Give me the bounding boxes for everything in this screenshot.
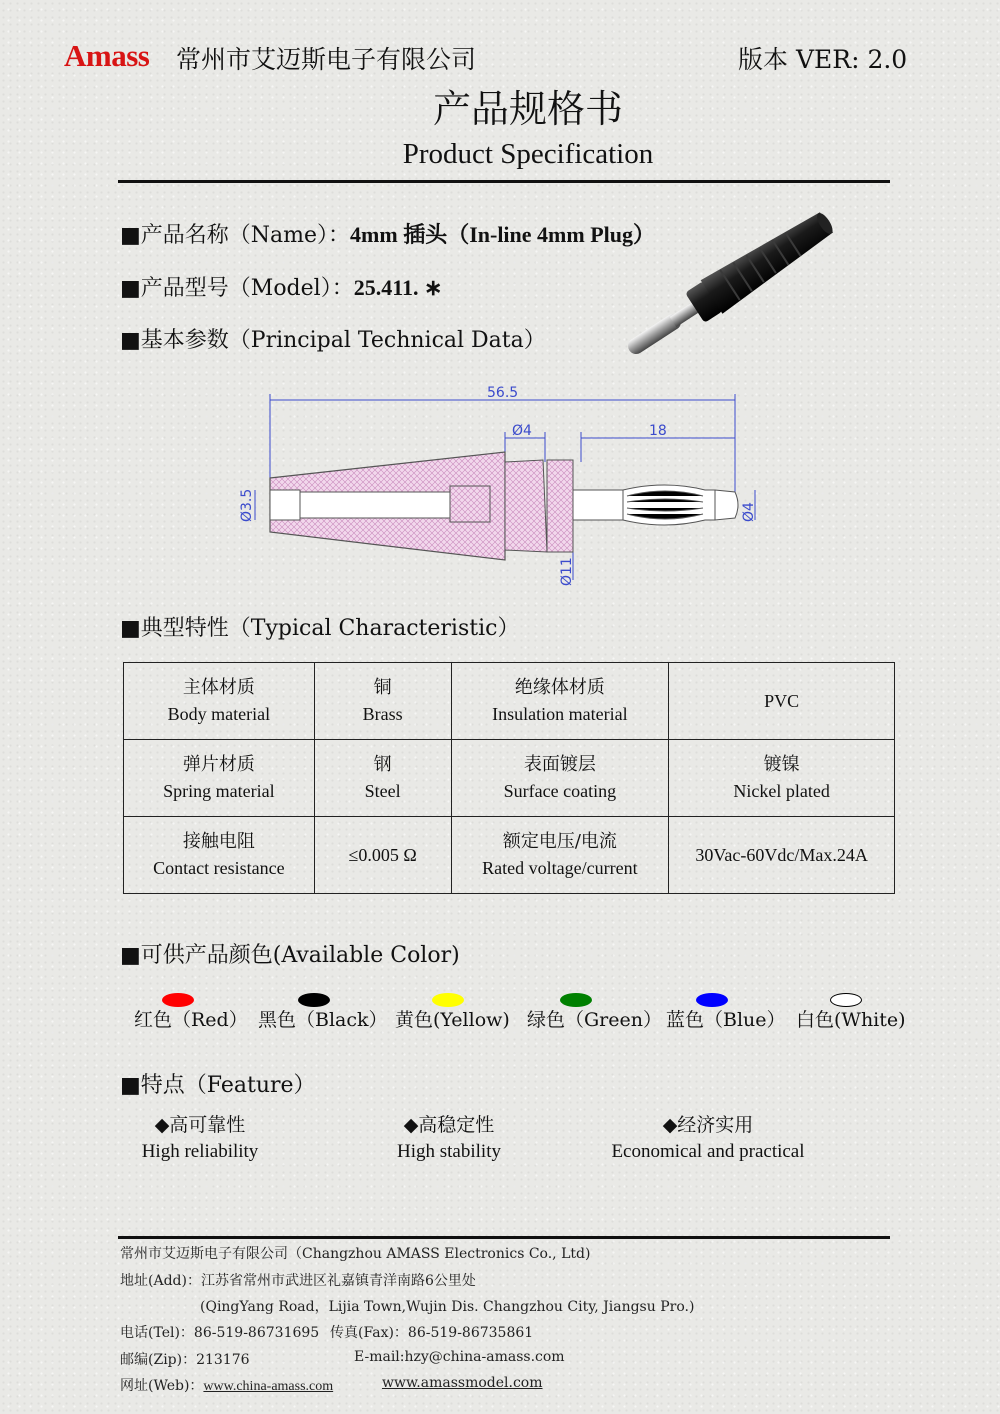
cell-text-cn: 铜: [373, 677, 392, 698]
color-swatch-label: 绿色（Green）: [527, 1009, 662, 1031]
color-swatch-label: 黑色（Black）: [258, 1009, 388, 1031]
cell-text-cn: 绝缘体材质: [514, 677, 605, 698]
table-row: [124, 817, 895, 894]
color-swatch-label: 蓝色（Blue）: [666, 1009, 786, 1031]
cell-text-en: Contact resistance: [153, 858, 285, 878]
colors-heading: ■可供产品颜色(Available Color): [120, 943, 460, 968]
color-swatch-label: 红色（Red）: [134, 1009, 248, 1031]
color-swatch-label: 黄色(Yellow): [395, 1009, 510, 1031]
table-cell: [124, 817, 315, 894]
footer-email[interactable]: E-mail:hzy@china-amass.com: [354, 1349, 565, 1365]
product-model-label: ■产品型号（Model）：: [120, 276, 354, 301]
cell-text-cn: 钢: [373, 754, 392, 775]
cell-text-en: Nickel plated: [733, 781, 830, 801]
dim-phi4-top: Ø4: [512, 423, 532, 439]
cell-text-cn: 镀镍: [763, 754, 800, 775]
characteristics-heading: ■典型特性（Typical Characteristic）: [120, 616, 520, 641]
footer-web-label: 网址(Web)：: [120, 1378, 204, 1394]
title-cn: 产品规格书: [432, 87, 623, 131]
cell-text-cn: 接触电阻: [182, 831, 255, 852]
cell-text-en: 30Vac-60Vdc/Max.24A: [695, 844, 868, 865]
website-link-2[interactable]: www.amassmodel.com: [382, 1375, 543, 1391]
table-cell: [669, 663, 895, 740]
product-photo: [610, 205, 855, 360]
cell-text-en: Brass: [362, 704, 403, 724]
color-options: [134, 985, 914, 1035]
technical-drawing: [225, 380, 775, 590]
table-cell: [314, 817, 451, 894]
product-name-label: ■产品名称（Name）：: [120, 223, 351, 248]
feature-item: [100, 1110, 300, 1163]
dim-phi4-right: Ø4: [741, 502, 757, 522]
table-cell: [669, 817, 895, 894]
company-name: 常州市艾迈斯电子有限公司: [176, 45, 477, 74]
footer-web: [120, 1375, 333, 1395]
table-cell: [124, 663, 315, 740]
dim-phi11: Ø11: [559, 557, 575, 586]
footer-rule: [118, 1236, 890, 1239]
feature-label-cn: ◆高稳定性: [403, 1114, 495, 1136]
footer-company: 常州市艾迈斯电子有限公司（Changzhou AMASS Electronics Co., Ltd): [120, 1246, 591, 1262]
color-swatch-label: 白色(White): [796, 1009, 906, 1031]
cell-text-en: Surface coating: [503, 781, 617, 801]
table-cell: [451, 663, 669, 740]
dim-phi35: Ø3.5: [239, 488, 255, 522]
header-rule: [118, 180, 890, 183]
feature-label-cn: ◆高可靠性: [154, 1114, 246, 1136]
footer-address-cn: 地址(Add)：江苏省常州市武进区礼嘉镇青洋南路6公里处: [120, 1273, 476, 1289]
cell-text-en: ≤0.005 Ω: [348, 844, 417, 865]
features-heading: ■特点（Feature）: [120, 1073, 316, 1098]
cell-text-cn: 额定电压/电流: [502, 831, 617, 852]
table-cell: [451, 740, 669, 817]
tech-data-heading: ■基本参数（Principal Technical Data）: [120, 328, 546, 353]
cell-text-en: Body material: [167, 704, 271, 724]
feature-label-en: High stability: [397, 1141, 501, 1162]
cell-text-en: Insulation material: [492, 704, 628, 724]
version-label: 版本 VER: 2.0: [738, 45, 908, 74]
feature-label-en: Economical and practical: [611, 1141, 805, 1162]
cell-text-en: Spring material: [163, 781, 275, 801]
product-name-line: [120, 218, 655, 249]
table-row: [124, 663, 895, 740]
feature-label-cn: ◆经济实用: [662, 1114, 754, 1136]
dim-18: 18: [649, 423, 667, 439]
product-name-value: 4mm 插头（In-line 4mm Plug）: [350, 222, 655, 247]
title-en: Product Specification: [402, 138, 654, 170]
product-model-line: [120, 271, 442, 302]
feature-item: [349, 1110, 549, 1163]
cell-text-cn: 主体材质: [182, 677, 255, 698]
cell-text-en: PVC: [764, 690, 800, 711]
table-row: [124, 740, 895, 817]
table-cell: [314, 663, 451, 740]
cell-text-cn: 弹片材质: [182, 754, 255, 775]
table-cell: [314, 740, 451, 817]
product-model-value: 25.411. ∗: [353, 275, 443, 300]
footer-address-en: (QingYang Road，Lijia Town,Wujin Dis. Changzhou City, Jiangsu Pro.): [200, 1299, 695, 1315]
table-cell: [124, 740, 315, 817]
table-cell: [669, 740, 895, 817]
feature-label-en: High reliability: [141, 1141, 259, 1162]
cell-text-cn: 表面镀层: [523, 754, 596, 775]
table-cell: [451, 817, 669, 894]
footer-fax: 传真(Fax)：86-519-86735861: [330, 1325, 534, 1341]
feature-item: [578, 1110, 838, 1163]
cell-text-en: Rated voltage/current: [482, 858, 638, 878]
amass-logo: Amass: [64, 38, 150, 73]
website-link-1[interactable]: www.china-amass.com: [203, 1379, 334, 1394]
characteristics-table: [123, 662, 895, 894]
cell-text-en: Steel: [364, 781, 401, 801]
footer-zip: 邮编(Zip)：213176: [120, 1352, 250, 1368]
dim-total-length: 56.5: [487, 385, 519, 401]
footer-tel: 电话(Tel)：86-519-86731695: [120, 1325, 320, 1341]
